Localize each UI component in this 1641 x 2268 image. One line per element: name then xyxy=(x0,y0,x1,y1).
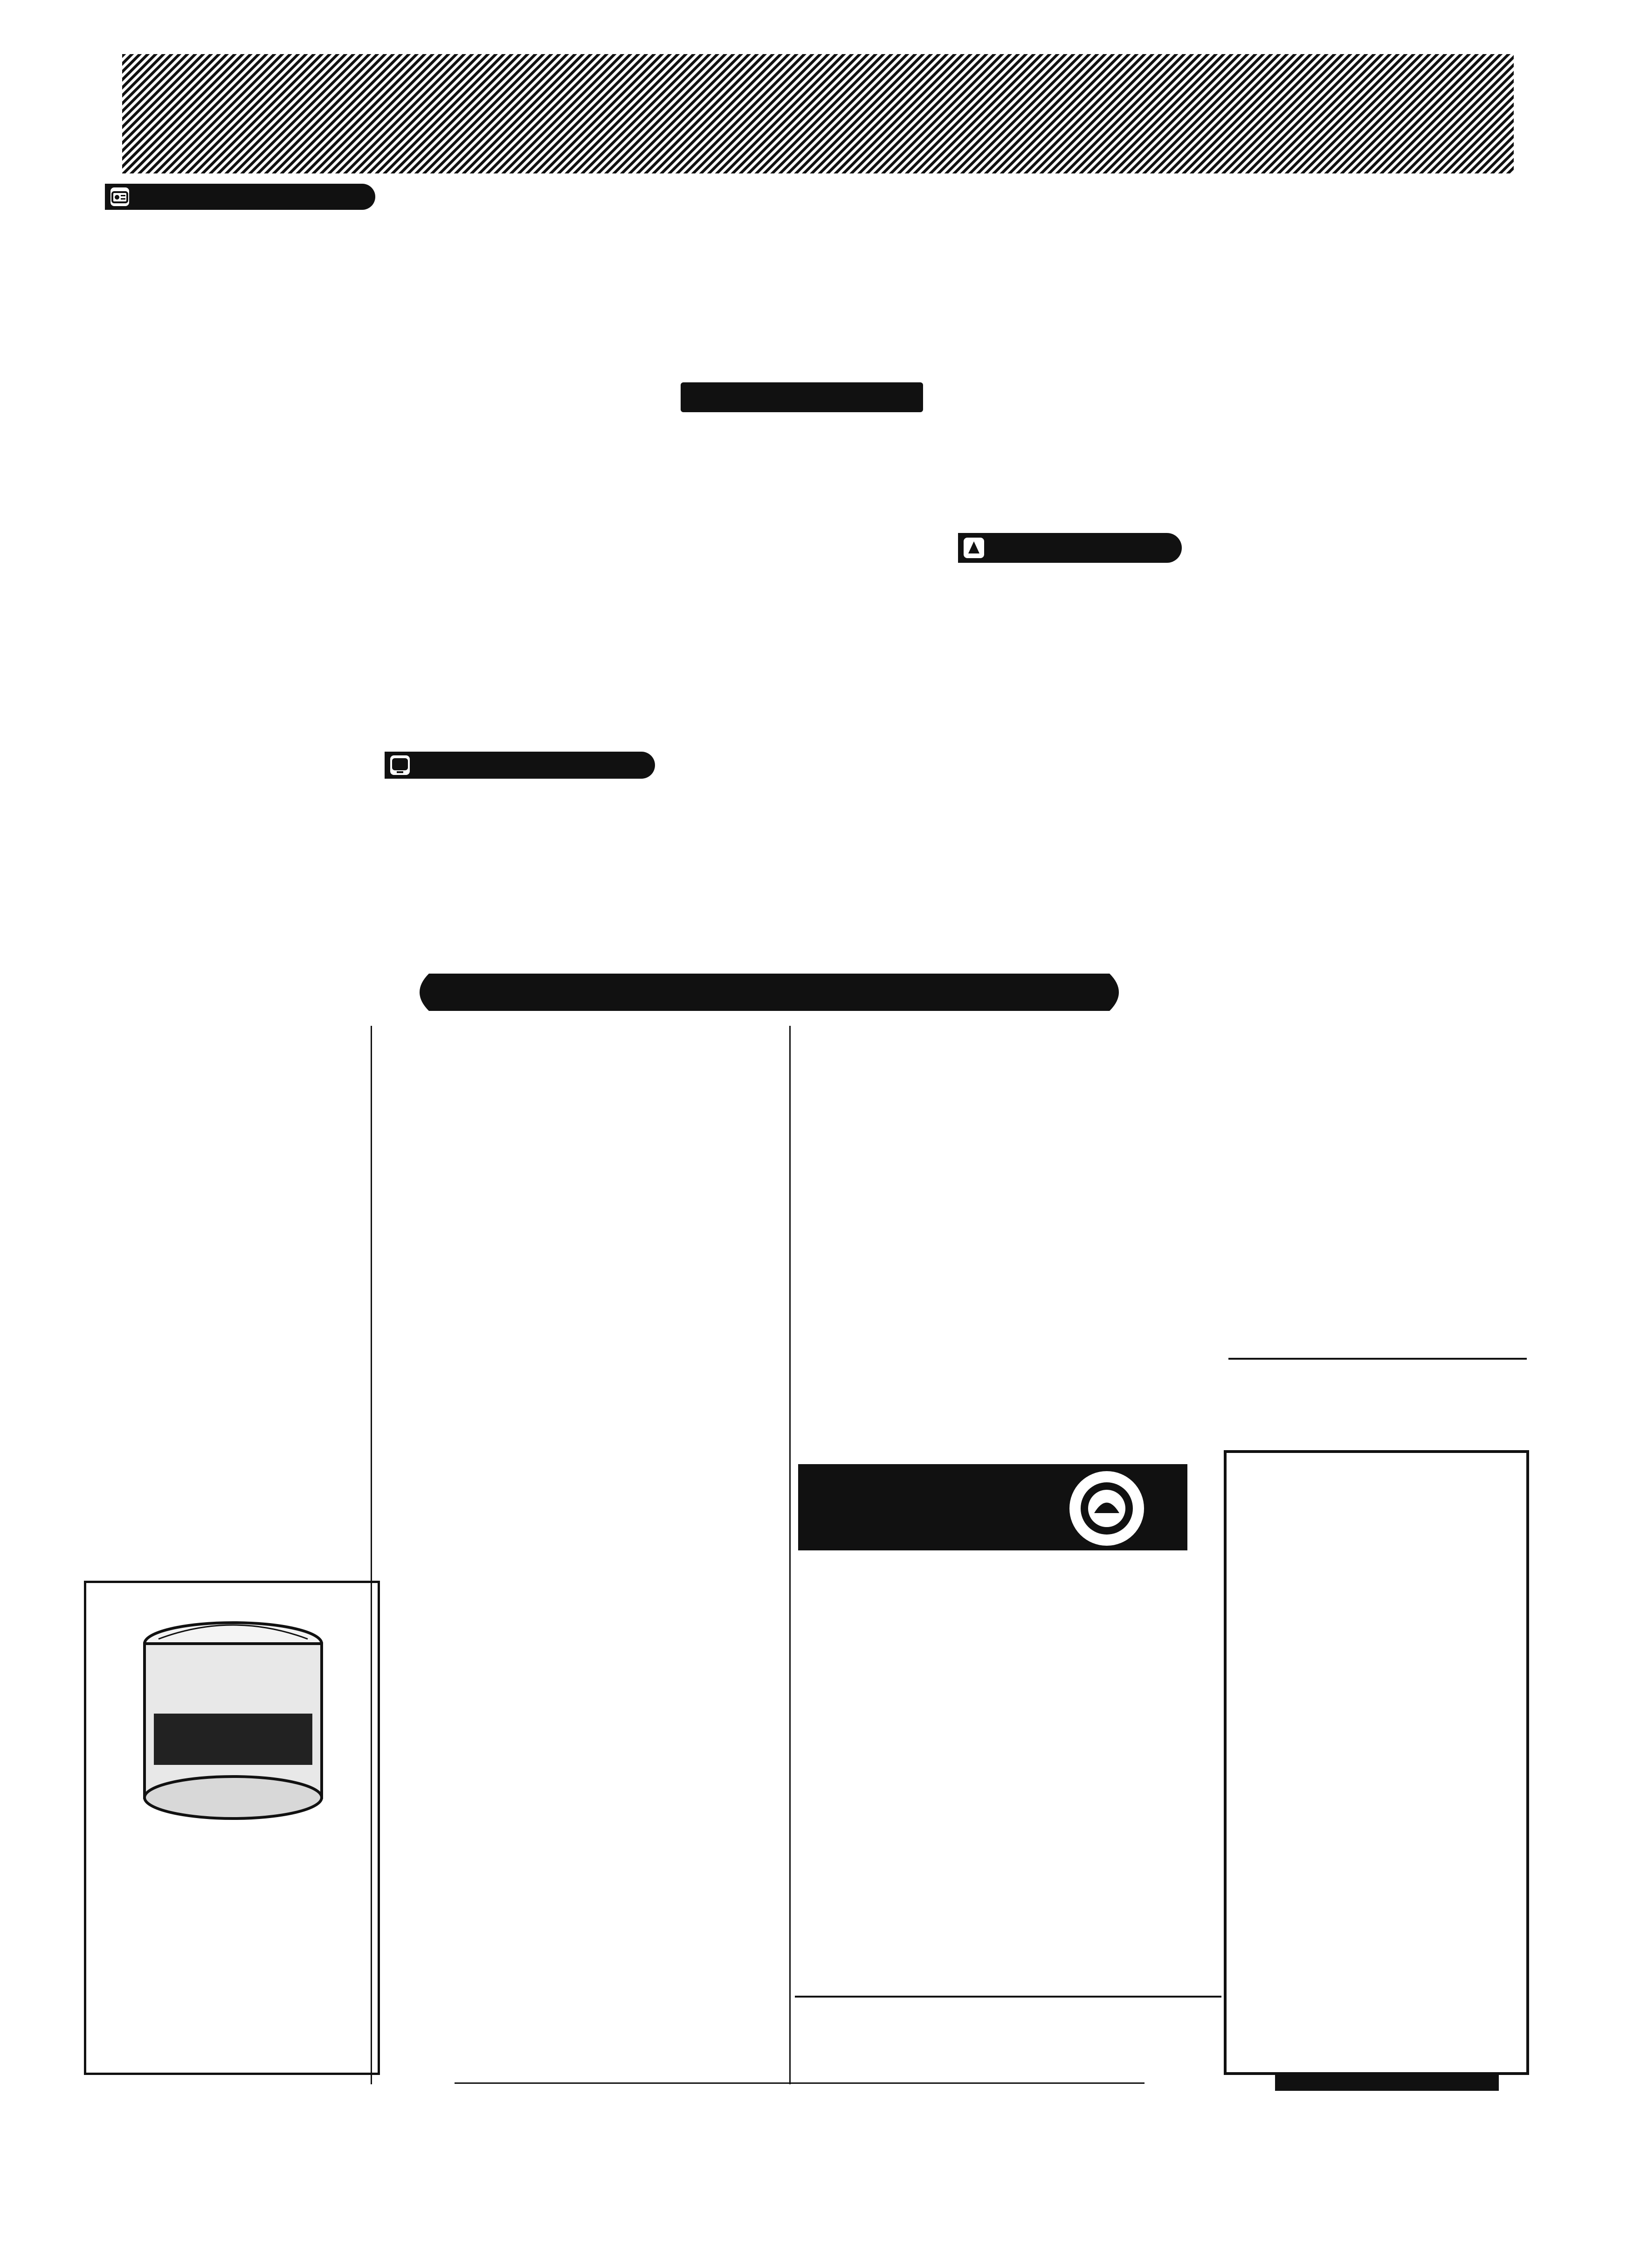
televisao-text xyxy=(380,788,655,961)
radio-column-2 xyxy=(380,180,655,781)
burnay-rule-top xyxy=(795,1996,1221,1998)
banco-seal-image xyxy=(1066,1469,1148,1548)
cartaz-header xyxy=(681,382,923,412)
cartaz-body xyxy=(657,417,946,431)
enfermagem-box xyxy=(1234,1259,1524,1357)
radio-column-1 xyxy=(103,219,378,1553)
coffee-tin-image xyxy=(126,1611,340,1825)
medico-rule xyxy=(1228,1358,1527,1360)
bolsa-divider-mid xyxy=(789,1026,791,2084)
col4-body xyxy=(951,180,1231,187)
cafe-ad xyxy=(84,1581,380,2075)
agora-ad xyxy=(1224,1450,1529,2075)
burnay-ad xyxy=(797,2000,1219,2061)
pharmacy-icon xyxy=(964,538,984,558)
radio-icon xyxy=(110,187,129,206)
masthead xyxy=(122,54,1514,173)
televisao-header xyxy=(385,752,655,779)
amanha-text xyxy=(657,180,946,376)
tv-icon xyxy=(390,755,410,775)
masthead-art xyxy=(122,54,1514,173)
radio-header xyxy=(105,184,375,210)
bolsa-divider-left xyxy=(371,1026,372,2084)
banco-borges-ad xyxy=(798,1464,1187,1550)
footer-paper xyxy=(1275,2073,1499,2091)
footer-rule xyxy=(455,2082,1145,2084)
bolsa-banner xyxy=(410,974,1128,1011)
farmacias-header xyxy=(958,533,1182,563)
